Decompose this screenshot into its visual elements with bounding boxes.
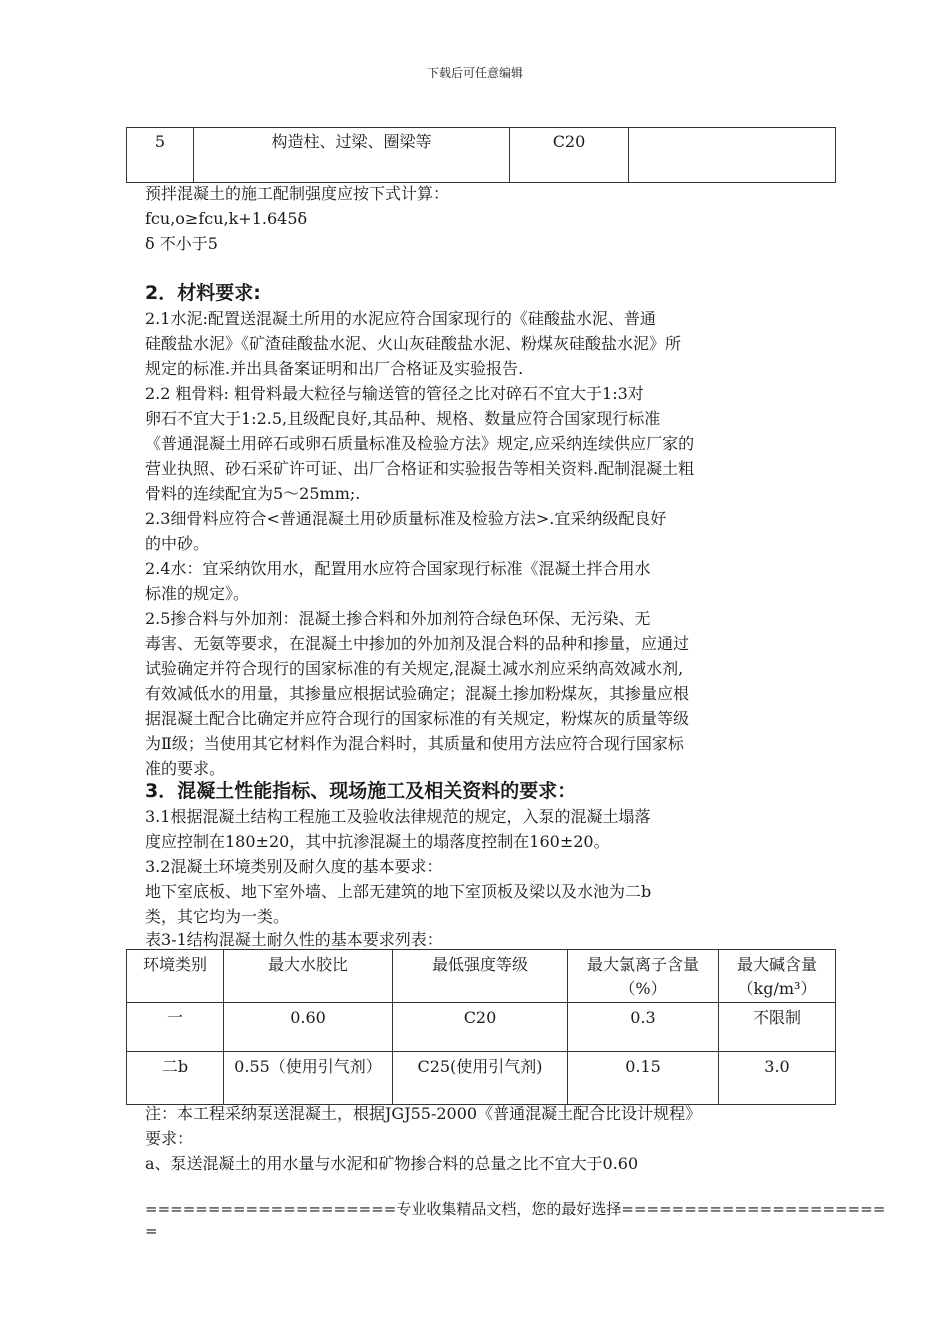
text-line: 硅酸盐水泥》《矿渣硅酸盐水泥、火山灰硅酸盐水泥、粉煤灰硅酸盐水泥》所	[145, 334, 682, 353]
note-line: 要求：	[145, 1129, 194, 1148]
text-line: 的中砂。	[145, 534, 210, 553]
text-line: 地下室底板、地下室外墙、上部无建筑的地下室顶板及梁以及水池为二b	[145, 882, 652, 901]
table-cell: 0.15	[568, 1052, 719, 1105]
footer-line: ====================专业收集精品文档，您的最好选择=====================	[145, 1200, 886, 1218]
text-line: δ 不小于5	[145, 234, 218, 253]
table-cell: 3.0	[719, 1052, 836, 1105]
text-line: 2.4水：宜采纳饮用水，配置用水应符合国家现行标准《混凝土拌合用水	[145, 559, 651, 578]
table-cell: C20	[393, 1003, 568, 1052]
text-line: 《普通混凝土用碎石或卵石质量标准及检验方法》规定,应采纳连续供应厂家的	[145, 434, 695, 453]
table-cell: 一	[127, 1003, 224, 1052]
table-cell: 5	[127, 128, 194, 183]
text-line: 准的要求。	[145, 759, 226, 778]
text-line: 有效减低水的用量，其掺量应根据试验确定；混凝土掺加粉煤灰，其掺量应根	[145, 684, 690, 703]
text-line: 试验确定并符合现行的国家标准的有关规定,混凝土减水剂应采纳高效减水剂,	[145, 659, 684, 678]
table-header: 最大碱含量（kg/m³）	[719, 950, 836, 1003]
text-line: 毒害、无氨等要求，在混凝土中掺加的外加剂及混合料的品种和掺量，应通过	[145, 634, 690, 653]
table-header: 最低强度等级	[393, 950, 568, 1003]
text-line: 为Ⅱ级；当使用其它材料作为混合料时，其质量和使用方法应符合现行国家标	[145, 734, 684, 753]
table-cell: 0.55（使用引气剂）	[224, 1052, 393, 1105]
text-line: 2.5掺合料与外加剂：混凝土掺合料和外加剂符合绿色环保、无污染、无	[145, 609, 651, 628]
table-cell: 不限制	[719, 1003, 836, 1052]
text-line: 2.1水泥:配置送混凝土所用的水泥应符合国家现行的《硅酸盐水泥、普通	[145, 309, 656, 328]
table-row	[127, 1052, 836, 1105]
note-line: 注：本工程采纳泵送混凝土，根据JGJ55-2000《普通混凝土配合比设计规程》	[145, 1104, 702, 1123]
table-cell: 二b	[127, 1052, 224, 1105]
text-line: 卵石不宜大于1:2.5,且级配良好,其品种、规格、数量应符合国家现行标准	[145, 409, 661, 428]
text-line: 类，其它均为一类。	[145, 907, 290, 926]
table-cell: 构造柱、过梁、圈梁等	[194, 128, 510, 183]
table-cell: C25(使用引气剂)	[393, 1052, 568, 1105]
top-table	[126, 127, 836, 183]
table-cell: C20	[510, 128, 629, 183]
text-line: 3.1根据混凝土结构工程施工及验收法律规范的规定，入泵的混凝土塌落	[145, 807, 651, 826]
table-header: 环境类别	[127, 950, 224, 1003]
text-line: a、泵送混凝土的用水量与水泥和矿物掺合料的总量之比不宜大于0.60	[145, 1154, 639, 1173]
page-header: 下载后可任意编辑	[426, 66, 523, 80]
text-line: 标准的规定》。	[145, 584, 250, 603]
table-cell: 0.3	[568, 1003, 719, 1052]
text-line: 3.2混凝土环境类别及耐久度的基本要求：	[145, 857, 443, 876]
table-header-row	[127, 950, 836, 1003]
text-line: 2.3细骨料应符合<普通混凝土用砂质量标准及检验方法>.宜采纳级配良好	[145, 509, 667, 528]
text-line: 2.2 粗骨料: 粗骨料最大粒径与输送管的管径之比对碎石不宜大于1:3对	[145, 384, 644, 403]
footer-line: =	[145, 1222, 158, 1240]
text-line: 规定的标准.并出具备案证明和出厂合格证及实验报告.	[145, 359, 524, 378]
table-header: 最大水胶比	[224, 950, 393, 1003]
table-cell: 0.60	[224, 1003, 393, 1052]
text-line: 营业执照、砂石采矿许可证、出厂合格证和实验报告等相关资料.配制混凝土粗	[145, 459, 695, 478]
formula: fcu,o≥fcu,k+1.645δ	[145, 209, 308, 228]
table-row	[127, 1003, 836, 1052]
text-line: 预拌混凝土的施工配制强度应按下式计算：	[145, 184, 450, 203]
text-line: 骨料的连续配宜为5～25mm;.	[145, 484, 361, 503]
text-line: 据混凝土配合比确定并应符合现行的国家标准的有关规定，粉煤灰的质量等级	[145, 709, 690, 728]
table-header: 最大氯离子含量（%）	[568, 950, 719, 1003]
table-row	[127, 128, 836, 183]
text-line: 度应控制在180±20，其中抗渗混凝土的塌落度控制在160±20。	[145, 832, 610, 851]
section-heading: 3．混凝土性能指标、现场施工及相关资料的要求：	[145, 780, 577, 802]
table-cell	[629, 128, 836, 183]
table-caption: 表3-1结构混凝土耐久性的基本要求列表：	[145, 930, 443, 949]
page-footer	[145, 1198, 885, 1242]
section-heading: 2．材料要求:	[145, 282, 261, 304]
durability-table	[126, 949, 836, 1105]
